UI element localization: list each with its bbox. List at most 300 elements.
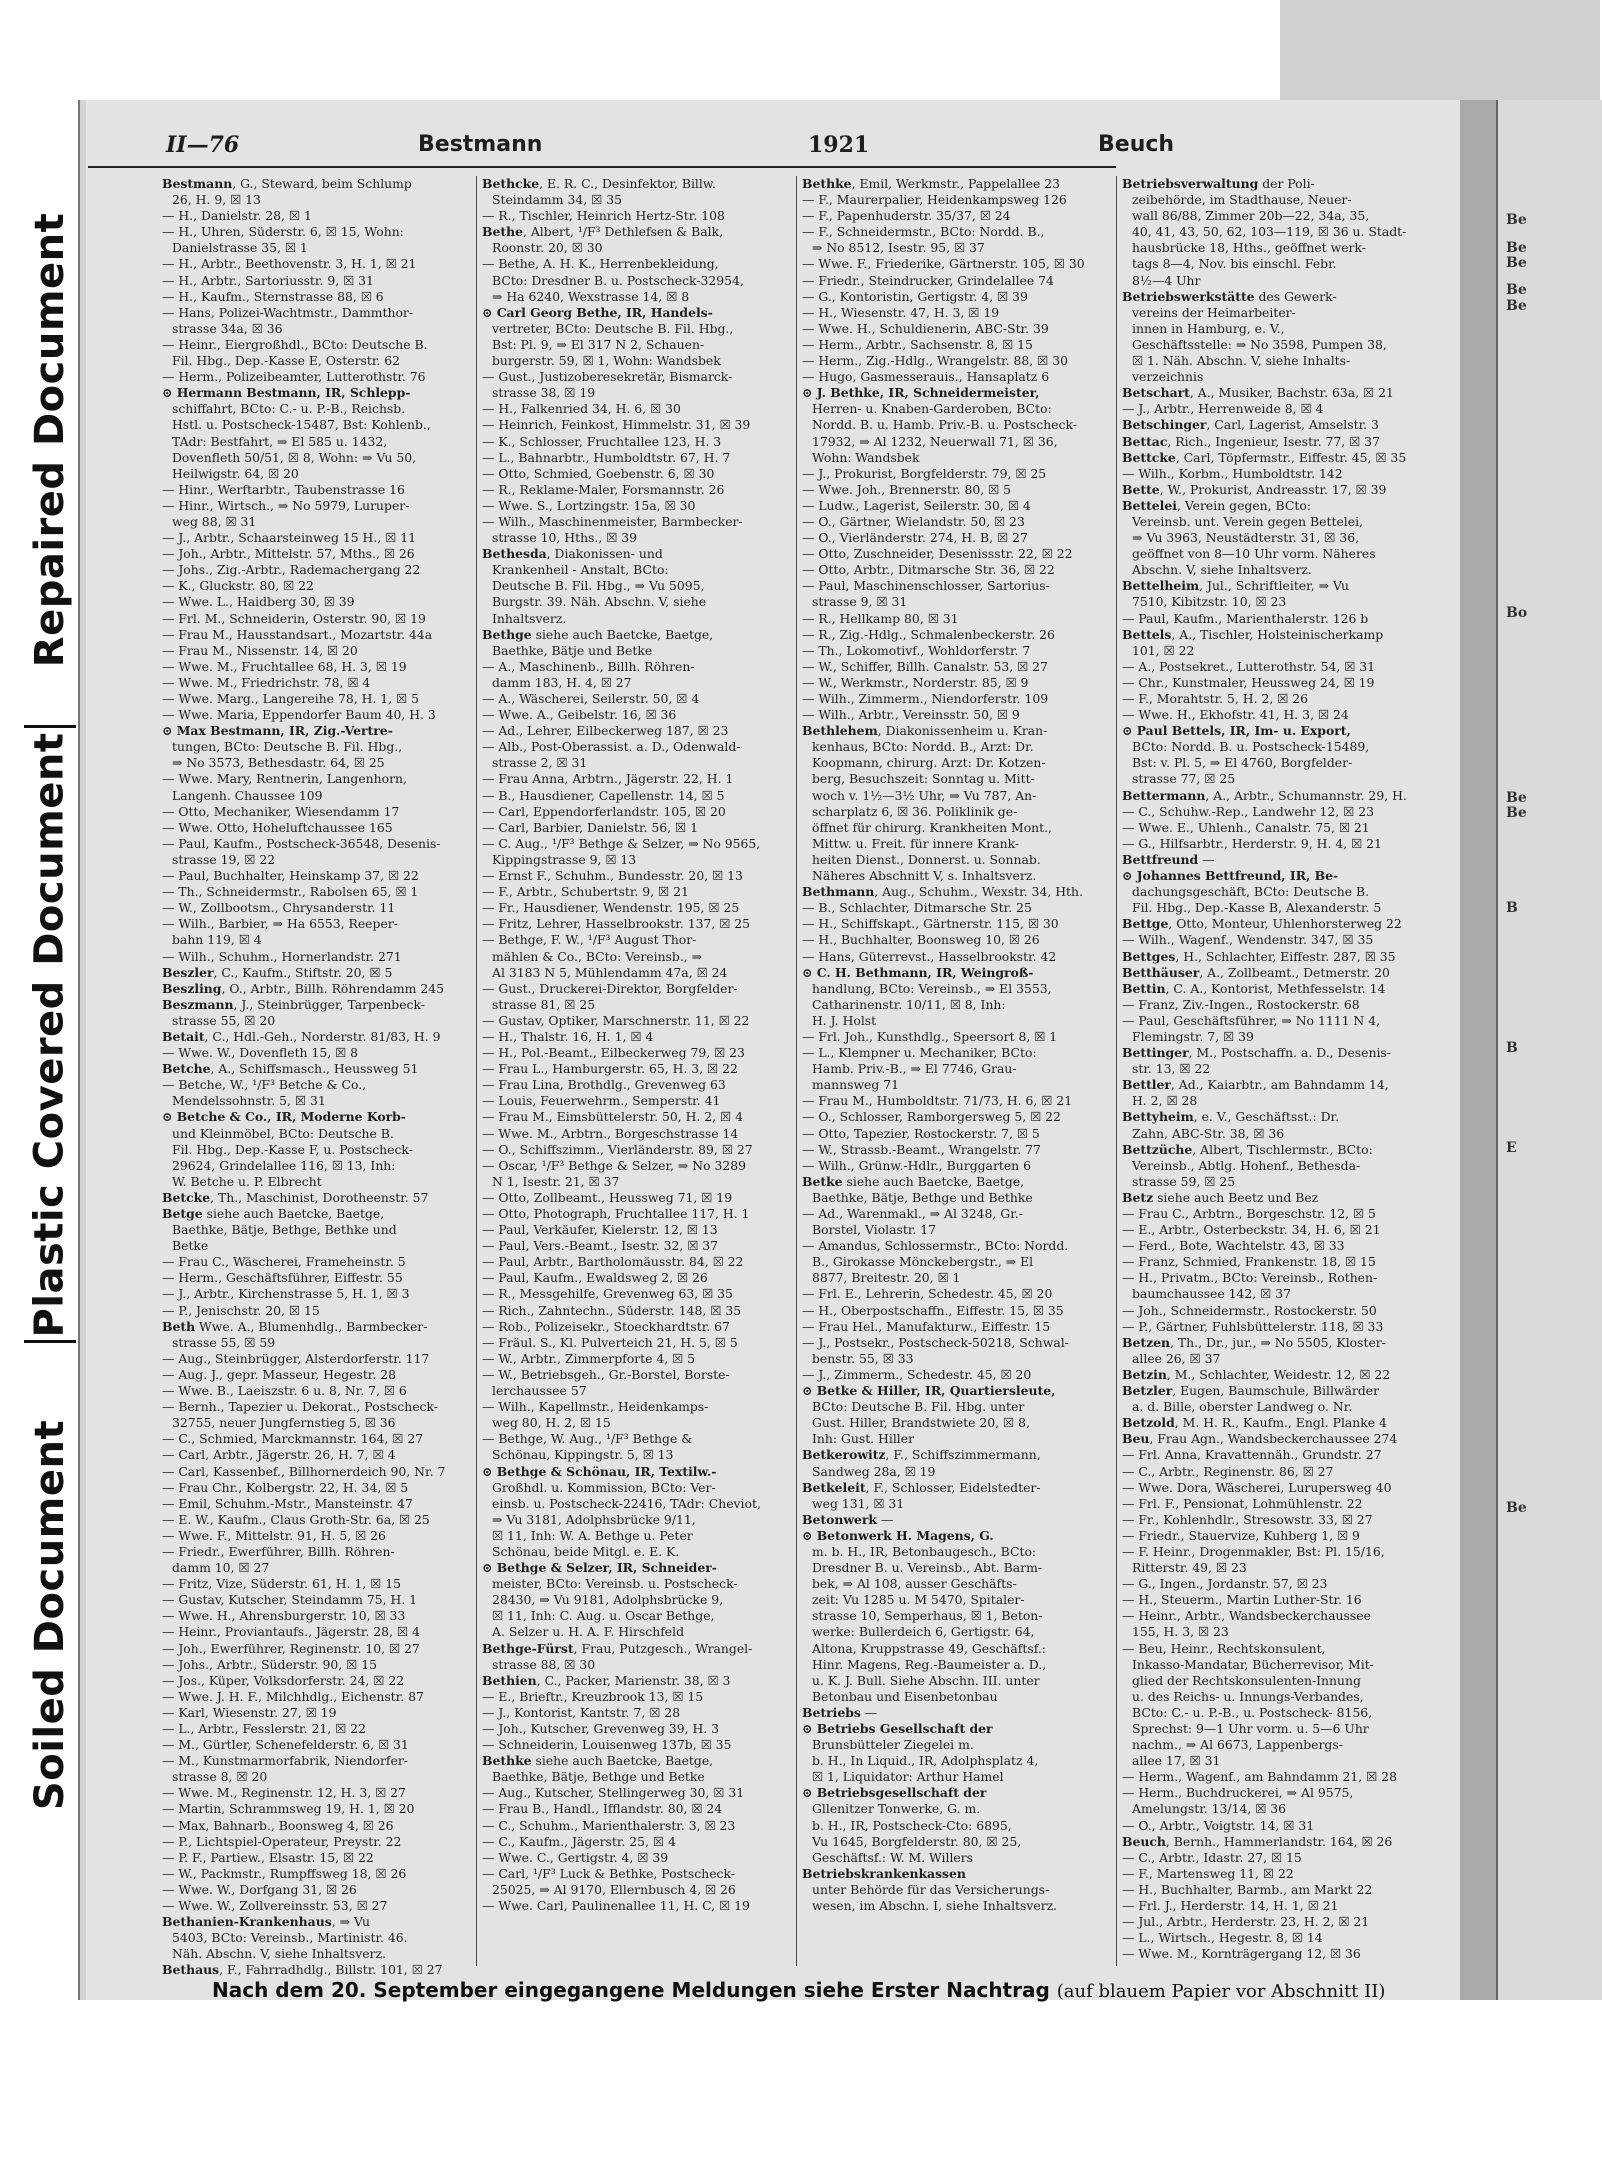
directory-entry: 26, H. 9, ☒ 13 [172,192,261,208]
directory-entry: — Paul, Geschäftsführer, ⇒ No 1111 N 4, [1122,1012,1381,1028]
directory-entry: — Frl. M., Schneiderin, Osterstr. 90, ☒ 19 [162,610,426,626]
directory-entry: Bethke, Emil, Werkmstr., Pappelallee 23 [802,176,1060,191]
directory-entry: — Emil, Schuhm.-Mstr., Mansteinstr. 47 [162,1495,413,1511]
directory-entry: — G., Hilfsarbtr., Herderstr. 9, H. 4, ☒ 21 [1122,835,1382,851]
directory-entry: strasse 34a, ☒ 36 [172,320,283,336]
directory-entry: — Aug., Steinbrügger, Alsterdorferstr. 117 [162,1350,430,1366]
directory-entry: — H., Oberpostschaffn., Eiffestr. 15, ☒ 35 [802,1302,1064,1318]
directory-entry: — L., Wirtsch., Hegestr. 8, ☒ 14 [1122,1930,1323,1946]
directory-entry: Bethmann, Aug., Schuhm., Wexstr. 34, Hth. [802,884,1083,900]
directory-entry: — Herm., Arbtr., Sachsenstr. 8, ☒ 15 [802,336,1033,352]
directory-entry: 8877, Breitestr. 20, ☒ 1 [812,1270,961,1286]
directory-entry: strasse 19, ☒ 22 [172,851,276,867]
directory-entry: — F., Martensweg 11, ☒ 22 [1122,1865,1294,1881]
directory-entry: — Fräul. S., Kl. Pulverteich 21, H. 5, ☒ 5 [482,1334,738,1350]
directory-entry: b. H., IR, Postscheck-Cto: 6895, [812,1817,1012,1833]
directory-entry: — Paul, Kaufm., Ewaldsweg 2, ☒ 26 [482,1270,708,1286]
directory-entry: Bettin, C. A., Kontorist, Methfesselstr. 14 [1122,980,1386,996]
supplement-notice-main: Nach dem 20. September eingegangene Meldungen siehe Erster Nachtrag [212,1978,1050,2002]
directory-entry: strasse 55, ☒ 59 [172,1334,276,1350]
directory-entry: — O., Arbtr., Voigtstr. 14, ☒ 31 [1122,1817,1315,1833]
plastic-covered-document-text: Plastic Covered Document [27,732,73,1338]
directory-entry: strasse 55, ☒ 20 [172,1012,276,1028]
supplement-notice-tail: (auf blauem Papier vor Abschnitt II) [1056,1981,1386,2002]
directory-entry: N 1, Isestr. 21, ☒ 37 [492,1173,620,1189]
directory-entry: Betzold, M. H. R., Kaufm., Engl. Planke 4 [1122,1415,1387,1431]
directory-entry: — Bethe, A. H. K., Herrenbekleidung, [482,256,719,272]
directory-entry: Bethge siehe auch Baetcke, Baetge, [482,626,714,642]
directory-entry: — Heinr., Eiergroßhdl., BCto: Deutsche B. [162,336,428,352]
soiled-document-text: Soiled Document [27,1419,73,1811]
directory-entry: Bethcke, E. R. C., Desinfektor, Billw. [482,176,716,191]
directory-entry: dachungsgeschäft, BCto: Deutsche B. [1132,884,1370,900]
directory-entry: — K., Gluckstr. 80, ☒ 22 [162,578,314,594]
directory-entry: — J., Arbtr., Schaarsteinweg 15 H., ☒ 11 [162,530,416,546]
directory-entry: strasse 81, ☒ 25 [492,996,596,1012]
directory-entry: — Wwe. Maria, Eppendorfer Baum 40, H. 3 [162,707,436,723]
directory-entry: ⊙ Betonwerk H. Magens, G. [802,1527,994,1543]
directory-entry: — P., Gärtner, Fuhlsbüttelerstr. 118, ☒ 33 [1122,1318,1384,1334]
directory-entry: Bethanien-Krankenhaus, ⇒ Vu [162,1914,371,1930]
header-last-entry: Beuch [1098,132,1175,157]
directory-entry: — Wwe. H., Ahrensburgerstr. 10, ☒ 33 [162,1608,406,1624]
directory-entry: — Wilh., Schuhm., Hornerlandstr. 271 [162,948,402,964]
directory-entry: lerchaussee 57 [492,1383,587,1399]
directory-entry: — Gust., Druckerei-Direktor, Borgfelder- [482,980,738,996]
directory-entry: Amelungstr. 13/14, ☒ 36 [1132,1801,1287,1817]
directory-entry: Bst: v. Pl. 5, ⇒ El 4760, Borgfelder- [1132,755,1353,771]
directory-entry: — Hinr., Wirtsch., ⇒ No 5979, Luruper- [162,497,410,513]
directory-entry: — G., Kontoristin, Gertigstr. 4, ☒ 39 [802,288,1028,304]
directory-entry: und Kleinmöbel, BCto: Deutsche B. [172,1125,394,1141]
directory-entry: Bst: Pl. 9, ⇒ El 317 N 2, Schauen- [492,336,705,352]
directory-entry: — H., Buchhalter, Barmb., am Markt 22 [1122,1881,1373,1897]
directory-entry: Geschäftsf.: W. M. Willers [812,1849,974,1865]
directory-entry: Betge siehe auch Baetcke, Baetge, [162,1206,385,1221]
directory-entry: Baethke, Bätje, Bethge, Bethke und [172,1222,397,1238]
directory-entry: — Bernh., Tapezier u. Dekorat., Postscheck- [162,1399,438,1415]
directory-entry: — Wwe. F., Mittelstr. 91, H. 5, ☒ 26 [162,1527,386,1543]
directory-entry: wall 86/88, Zimmer 20b—22, 34a, 35, [1132,208,1370,224]
directory-entry: — R., Hellkamp 80, ☒ 31 [802,610,959,626]
directory-entry: strasse 88, ☒ 30 [492,1656,596,1672]
directory-entry: allee 17, ☒ 31 [1132,1753,1221,1769]
directory-entry: 29624, Grindelallee 116, ☒ 13, Inh: [172,1157,396,1173]
directory-entry: — Wwe. J. H. F., Milchhdlg., Eichenstr. 87 [162,1688,424,1704]
directory-entry: — Th., Schneidermstr., Rabolsen 65, ☒ 1 [162,884,419,900]
side-label-strip [20,160,80,1880]
adjacent-page-fragment: Be [1506,805,1527,821]
directory-entry: — J., Postsekr., Postscheck-50218, Schwal- [802,1334,1069,1350]
scan-background [1280,0,1600,100]
directory-entry: — J., Arbtr., Kirchenstrasse 5, H. 1, ☒ 3 [162,1286,410,1302]
directory-entry: Koopmann, chirurg. Arzt: Dr. Kotzen- [812,755,1046,771]
directory-entry: Steindamm 34, ☒ 35 [492,192,622,208]
directory-entry: — Ad., Lehrer, Eilbeckerweg 187, ☒ 23 [482,723,729,739]
directory-entry: — F., Maurerpalier, Heidenkampsweg 126 [802,192,1067,208]
directory-entry: Bethesda, Diakonissen- und [482,546,663,562]
directory-entry: ⇒ Vu 3963, Neustädterstr. 31, ☒ 36, [1132,530,1360,546]
directory-entry: — Herm., Polizeibeamter, Lutterothstr. 76 [162,369,426,385]
directory-entry: Baethke, Bätje und Betke [492,642,653,658]
directory-entry: Betzen, Th., Dr., jur., ⇒ No 5505, Kloster- [1122,1334,1386,1350]
directory-entry: — C. Aug., ¹/F³ Bethge & Selzer, ⇒ No 9565, [482,835,761,851]
directory-entry: — C., Kaufm., Jägerstr. 25, ☒ 4 [482,1833,676,1849]
label-divider [24,725,76,728]
adjacent-page-fragment: E [1506,1140,1517,1156]
directory-entry: Betke [172,1238,209,1254]
directory-entry: — Paul, Vers.-Beamt., Isestr. 32, ☒ 37 [482,1238,719,1254]
directory-entry: weg 80, H. 2, ☒ 15 [492,1415,611,1431]
directory-entry: 40, 41, 43, 50, 62, 103—119, ☒ 36 u. Stadt- [1132,224,1407,240]
directory-entry: einsb. u. Postscheck-22416, TAdr: Cheviot, [492,1495,761,1511]
directory-entry: — J., Prokurist, Borgfelderstr. 79, ☒ 25 [802,465,1047,481]
directory-entry: ⊙ Bethge & Schönau, IR, Textilw.- [482,1463,717,1479]
directory-entry: Schönau, beide Mitgl. e. E. K. [492,1543,680,1559]
directory-entry: — Paul, Kaufm., Postscheck-36548, Desenis- [162,835,441,851]
directory-entry: Näheres Abschnitt V, s. Inhaltsverz. [812,868,1037,884]
directory-entry: — Frau B., Handl., Ifflandstr. 80, ☒ 24 [482,1801,723,1817]
directory-entry: — Carl, Barbier, Danielstr. 56, ☒ 1 [482,819,698,835]
directory-entry: ⊙ C. H. Bethmann, IR, Weingroß- [802,964,1034,980]
adjacent-page-fragment: Be [1506,240,1527,256]
directory-entry: Vereinsb. unt. Verein gegen Bettelei, [1132,513,1363,529]
directory-entry: woch v. 1½—3½ Uhr, ⇒ Vu 787, An- [812,787,1037,803]
directory-entry: W. Betche u. P. Elbrecht [172,1173,322,1189]
directory-entry: Schönau, Kippingstr. 5, ☒ 13 [492,1447,674,1463]
adjacent-page-fragment: Be [1506,298,1527,314]
directory-entry: — J., Arbtr., Herrenweide 8, ☒ 4 [1122,401,1324,417]
adjacent-page-fragment: Be [1506,1500,1527,1516]
directory-entry: — Herm., Geschäftsführer, Eiffestr. 55 [162,1270,403,1286]
directory-entry: — Wwe. H., Schuldienerin, ABC-Str. 39 [802,320,1049,336]
directory-entry: Hinr. Magens, Reg.-Baumeister a. D., [812,1656,1047,1672]
directory-entry: — Wwe. M., Fruchtallee 68, H. 3, ☒ 19 [162,658,407,674]
directory-entry: Langenh. Chaussee 109 [172,787,323,803]
header-year: 1921 [808,132,870,158]
directory-entry: — Wwe. Otto, Hoheluftchaussee 165 [162,819,393,835]
directory-entry: Beszling, O., Arbtr., Billh. Röhrendamm 245 [162,980,445,996]
directory-entry: Sandweg 28a, ☒ 19 [812,1463,936,1479]
directory-entry: — R., Zig.-Hdlg., Schmalenbeckerstr. 26 [802,626,1055,642]
directory-entry: — A., Postsekret., Lutterothstr. 54, ☒ 31 [1122,658,1376,674]
directory-entry: innen in Hamburg, e. V., [1132,320,1285,336]
directory-entry: — R., Messgehilfe, Grevenweg 63, ☒ 35 [482,1286,733,1302]
directory-entry: — Joh., Ewerführer, Reginenstr. 10, ☒ 27 [162,1640,420,1656]
directory-entry: — H., Wiesenstr. 47, H. 3, ☒ 19 [802,304,1000,320]
directory-entry: Borstel, Violastr. 17 [812,1222,937,1238]
directory-entry: Betzler, Eugen, Baumschule, Billwärder [1122,1383,1380,1399]
directory-entry: baumchaussee 142, ☒ 37 [1132,1286,1291,1302]
directory-entry: Bette, W., Prokurist, Andreasstr. 17, ☒ 39 [1122,481,1387,497]
directory-entry: — Th., Lokomotivf., Wohldorferstr. 7 [802,642,1031,658]
directory-entry: kenhaus, BCto: Nordd. B., Arzt: Dr. [812,739,1034,755]
directory-entry: — Ernst F., Schuhm., Bundesstr. 20, ☒ 13 [482,868,743,884]
directory-entry: Fil. Hbg., Dep.-Kasse E, Osterstr. 62 [172,353,401,369]
directory-entry: bek, ⇒ Al 108, ausser Geschäfts- [812,1576,1017,1592]
directory-entry: — Hugo, Gasmesserauis., Hansaplatz 6 [802,369,1050,385]
directory-entry: 155, H. 3, ☒ 23 [1132,1624,1229,1640]
directory-entry: — Jul., Arbtr., Herderstr. 23, H. 2, ☒ 21 [1122,1914,1370,1930]
directory-entry: — Hinr., Werftarbtr., Taubenstrasse 16 [162,481,405,497]
directory-entry: — Betche, W., ¹/F³ Betche & Co., [162,1077,367,1093]
directory-entry: Geschäftsstelle: ⇒ No 3598, Pumpen 38, [1132,336,1387,352]
directory-entry: — C., Schuhw.-Rep., Landwehr 12, ☒ 23 [1122,803,1374,819]
directory-entry: — F., Arbtr., Schubertstr. 9, ☒ 21 [482,884,689,900]
supplement-notice [212,1978,1386,2002]
directory-entry: burgerstr. 59, ☒ 1, Wohn: Wandsbek [492,353,721,369]
directory-entry: Fil. Hbg., Dep.-Kasse F, u. Postscheck- [172,1141,413,1157]
directory-entry: Bethaus, F., Fahrradhdlg., Billstr. 101, ☒ 27 [162,1962,443,1978]
directory-entry: — Wilh., Zimmerm., Niendorferstr. 109 [802,691,1049,706]
directory-entry: Beth Wwe. A., Blumenhdlg., Barmbecker- [162,1318,428,1334]
directory-entry: — Aug. J., gepr. Masseur, Hegestr. 28 [162,1366,397,1382]
directory-entry: a. d. Bille, oberster Landweg o. Nr. [1132,1399,1353,1415]
directory-entry: — Frau Anna, Arbtrn., Jägerstr. 22, H. 1 [482,771,734,787]
directory-entry: Krankenheil - Anstalt, BCto: [492,562,669,578]
directory-entry: — Friedr., Ewerführer, Billh. Röhren- [162,1543,395,1559]
directory-entry: H. 2, ☒ 28 [1132,1093,1198,1109]
directory-entry: — Gustav, Optiker, Marschnerstr. 11, ☒ 22 [482,1012,750,1028]
directory-entry: zeibehörde, im Stadthause, Neuer- [1132,192,1352,208]
directory-entry: — Joh., Arbtr., Mittelstr. 57, Mths., ☒ 26 [162,546,415,562]
directory-entry: — Frau C., Wäscherei, Frameheinstr. 5 [162,1254,406,1270]
directory-entry: Bettinger, M., Postschaffn. a. D., Desenis- [1122,1045,1391,1061]
directory-entry: — Joh., Schneidermstr., Rostockerstr. 50 [1122,1302,1377,1318]
directory-entry: glied der Rechtskonsulenten-Innung [1132,1672,1361,1688]
directory-entry: — Wwe. M., Friedrichstr. 78, ☒ 4 [162,674,371,690]
directory-entry: Bettcke, Carl, Töpfermstr., Eiffestr. 45, ☒ 35 [1122,449,1407,465]
directory-entry: — E., Arbtr., Osterbeckstr. 34, H. 6, ☒ 21 [1122,1222,1381,1238]
directory-entry: Bethlehem, Diakonissenheim u. Kran- [802,723,1048,739]
directory-entry: — Wwe. Carl, Paulinenallee 11, H. C, ☒ 19 [482,1898,750,1914]
directory-entry: tags 8—4, Nov. bis einschl. Febr. [1132,256,1337,272]
directory-entry: — H., Schiffskapt., Gärtnerstr. 115, ☒ 30 [802,916,1059,932]
directory-entry: Kippingstrasse 9, ☒ 13 [492,851,637,867]
directory-entry: handlung, BCto: Vereinsb., ⇒ El 3553, [812,980,1052,996]
directory-entry: — Friedr., Steindrucker, Grindelallee 74 [802,272,1054,288]
directory-entry: — Otto, Zuschneider, Desenissstr. 22, ☒ 22 [802,546,1073,562]
directory-entry: Inhaltsverz. [492,610,567,626]
directory-entry: — Wwe. E., Uhlenh., Canalstr. 75, ☒ 21 [1122,819,1370,835]
directory-entry: — Karl, Wiesenstr. 27, ☒ 19 [162,1704,337,1720]
directory-entry: Betkerowitz, F., Schiffszimmermann, [802,1447,1041,1463]
directory-entry: — Wilh., Arbtr., Vereinsstr. 50, ☒ 9 [802,707,1020,723]
directory-entry: ☒ 1, Liquidator: Arthur Hamel [812,1769,1004,1785]
directory-entry: Bettelheim, Jul., Schriftleiter, ⇒ Vu [1122,578,1350,594]
directory-entry: ⊙ Johannes Bettfreund, IR, Be- [1122,868,1339,884]
directory-entry: — Wwe. Mary, Rentnerin, Langenhorn, [162,771,407,787]
directory-entry: — Paul, Arbtr., Bartholomäusstr. 84, ☒ 22 [482,1254,744,1270]
directory-entry: 7510, Kibitzstr. 10, ☒ 23 [1132,594,1287,610]
directory-entry: — Wwe. M., Arbtrn., Borgeschstrasse 14 [482,1125,739,1141]
directory-entry: — Wilh., Maschinenmeister, Barmbecker- [482,513,743,529]
directory-entry: — Frl. J., Herderstr. 14, H. 1, ☒ 21 [1122,1898,1339,1914]
directory-entry: — F., Schneidermstr., BCto: Nordd. B., [802,224,1045,240]
directory-entry: — Wilh., Korbm., Humboldtstr. 142 [1122,465,1343,481]
directory-entry: Bettfreund — [1122,851,1215,867]
directory-entry: — Wilh., Barbier, ⇒ Ha 6553, Reeper- [162,916,398,932]
header-first-entry: Bestmann [418,132,543,157]
directory-entry: — Heinrich, Feinkost, Himmelstr. 31, ☒ 39 [482,417,751,433]
directory-entry: Betcke, Th., Maschinist, Dorotheenstr. 57 [162,1189,429,1205]
directory-entry: strasse 77, ☒ 25 [1132,771,1236,787]
directory-entry: Deutsche B. Fil. Hbg., ⇒ Vu 5095, [492,578,705,594]
directory-entry: — R., Reklame-Maler, Forsmannstr. 26 [482,481,725,497]
directory-entry: — Hans, Güterrevst., Hasselbrookstr. 42 [802,948,1057,964]
running-header [88,130,1175,168]
directory-entry: — W., Zollbootsm., Chrysanderstr. 11 [162,900,396,916]
directory-entry: — Wwe. H., Ekhofstr. 41, H. 3, ☒ 24 [1122,707,1349,723]
directory-entry: — Wwe. L., Haidberg 30, ☒ 39 [162,594,355,610]
column-rule [1116,176,1117,1966]
directory-entry: m. b. H., IR, Betonbaugesch., BCto: [812,1543,1037,1559]
directory-entry: Flemingstr. 7, ☒ 39 [1132,1028,1254,1044]
directory-entry: — O., Gärtner, Wielandstr. 50, ☒ 23 [802,513,1025,529]
directory-entry: — B., Schlachter, Ditmarsche Str. 25 [802,900,1032,916]
directory-entry: nachm., ⇒ Al 6673, Lappenbergs- [1132,1737,1343,1753]
directory-entry: — Wwe. C., Gertigstr. 4, ☒ 39 [482,1849,669,1865]
directory-entry: 5403, BCto: Vereinsb., Martinistr. 46. [172,1930,408,1946]
adjacent-page [1496,100,1602,2000]
directory-entry: Baethke, Bätje, Bethge und Bethke [812,1189,1033,1205]
directory-entry: — Herm., Zig.-Hdlg., Wrangelstr. 88, ☒ 30 [802,353,1068,369]
directory-entry: BCto: Deutsche B. Fil. Hbg. unter [812,1399,1025,1415]
directory-column-1 [162,176,478,1978]
directory-entry: Bettels, A., Tischler, Holsteinischerkamp [1122,626,1384,642]
directory-entry: — H., Danielstr. 28, ☒ 1 [162,208,312,224]
directory-entry: — Wilh., Grünw.-Hdlr., Burggarten 6 [802,1157,1031,1173]
directory-entry: strasse 59, ☒ 25 [1132,1173,1236,1189]
directory-entry: — K., Schlosser, Fruchtallee 123, H. 3 [482,433,722,449]
directory-entry: — Heinr., Arbtr., Wandsbeckerchaussee [1122,1608,1371,1624]
directory-entry: Abschn. V, siehe Inhaltsverz. [1132,562,1312,578]
directory-entry: Näh. Abschn. V, siehe Inhaltsverz. [172,1946,386,1962]
directory-entry: Inh: Gust. Hiller [812,1431,915,1447]
directory-entry: — Wwe. W., Zollvereinsstr. 53, ☒ 27 [162,1898,388,1914]
directory-entry: heiten Dienst., Donnerst. u. Sonnab. [812,851,1041,867]
directory-entry: Dovenfleth 50/51, ☒ 8, Wohn: ⇒ Vu 50, [172,449,417,465]
adjacent-page-fragment: Be [1506,255,1527,271]
directory-entry: — Carl, Eppendorferlandstr. 105, ☒ 20 [482,803,726,819]
directory-entry: Bethien, C., Packer, Marienstr. 38, ☒ 3 [482,1672,731,1688]
directory-entry: — Frl. E., Lehrerin, Schedestr. 45, ☒ 20 [802,1286,1053,1302]
directory-entry: Betschart, A., Musiker, Bachstr. 63a, ☒ 21 [1122,385,1394,401]
directory-entry: — Wwe. Joh., Brennerstr. 80, ☒ 5 [802,481,1012,497]
directory-entry: — O., Schiffszimm., Vierländerstr. 89, ☒ 27 [482,1141,753,1157]
directory-entry: Heilwigstr. 64, ☒ 20 [172,465,299,481]
directory-entry: ⇒ No 3573, Bethesdastr. 64, ☒ 25 [172,755,385,771]
directory-entry: — Carl, Kassenbef., Billhornerdeich 90, Nr. 7 [162,1463,446,1479]
directory-entry: — Otto, Tapezier, Rostockerstr. 7, ☒ 5 [802,1125,1040,1141]
directory-entry: hausbrücke 18, Hths., geöffnet werk- [1132,240,1366,256]
directory-entry: — Carl, Arbtr., Jägerstr. 26, H. 7, ☒ 4 [162,1447,396,1463]
directory-entry: Bestmann, G., Steward, beim Schlump [162,176,412,191]
directory-entry: Beszler, C., Kaufm., Stiftstr. 20, ☒ 5 [162,964,393,980]
directory-entry: Catharinenstr. 10/11, ☒ 8, Inh: [812,996,1006,1012]
directory-entry: Betke siehe auch Baetcke, Baetge, [802,1173,1025,1189]
label-divider [24,1340,76,1343]
directory-entry: bahn 119, ☒ 4 [172,932,262,948]
directory-entry: BCto: Nordd. B. u. Postscheck-15489, [1132,739,1370,755]
adjacent-page-fragment: B [1506,900,1518,916]
directory-entry: — Heinr., Proviantaufs., Jägerstr. 28, ☒ 4 [162,1624,420,1640]
directory-entry: weg 131, ☒ 31 [812,1495,905,1511]
plastic-covered-document-label [20,732,80,1338]
directory-entry: strasse 10, Hths., ☒ 39 [492,530,638,546]
directory-entry: Betonbau und Eisenbetonbau [812,1688,998,1704]
directory-entry: Baethke, Bätje, Bethge und Betke [492,1769,705,1785]
directory-entry: Mittw. u. Freit. für innere Krank- [812,835,1020,851]
directory-entry: Vereinsb., Abtlg. Hohenf., Bethesda- [1132,1157,1361,1173]
directory-entry: Beuch, Bernh., Hammerlandstr. 164, ☒ 26 [1122,1833,1393,1849]
directory-entry: Sprechst: 9—1 Uhr vorm. u. 5—6 Uhr [1132,1721,1369,1736]
directory-entry: scharplatz 6, ☒ 36. Poliklinik ge- [812,803,1018,819]
directory-entry: — Herm., Buchdruckerei, ⇒ Al 9575, [1122,1785,1354,1801]
directory-entry: — Paul, Maschinenschlosser, Sartorius- [802,578,1050,594]
directory-entry: damm 183, H. 4, ☒ 27 [492,674,632,690]
directory-entry: weg 88, ☒ 31 [172,513,257,529]
directory-entry: — Jos., Küper, Volksdorferstr. 24, ☒ 22 [162,1672,405,1688]
directory-entry: — Ludw., Lagerist, Seilerstr. 30, ☒ 4 [802,497,1031,513]
directory-column-2 [482,176,798,1966]
directory-entry: — A., Wäscherei, Seilerstr. 50, ☒ 4 [482,691,700,706]
directory-entry: — C., Arbtr., Idastr. 27, ☒ 15 [1122,1849,1302,1865]
directory-entry: — Bethge, W. Aug., ¹/F³ Bethge & [482,1431,693,1447]
directory-entry: Hstl. u. Postscheck-15487, Bst: Kohlenb., [172,417,431,433]
directory-entry: — Otto, Schmied, Goebenstr. 6, ☒ 30 [482,465,715,481]
directory-entry: strasse 9, ☒ 31 [812,594,908,610]
directory-entry: vereins der Heimarbeiter- [1132,304,1296,320]
directory-entry: — A., Maschinenb., Billh. Röhren- [482,658,695,674]
directory-entry: — B., Hausdiener, Capellenstr. 14, ☒ 5 [482,787,725,803]
directory-entry: ⊙ J. Bethke, IR, Schneidermeister, [802,385,1040,401]
directory-entry: — W., Werkmstr., Norderstr. 85, ☒ 9 [802,674,1029,690]
directory-entry: — Wwe. S., Lortzingstr. 15a, ☒ 30 [482,497,696,513]
directory-entry: — Frau M., Hausstandsart., Mozartstr. 44a [162,626,433,642]
directory-entry: — Oscar, ¹/F³ Bethge & Selzer, ⇒ No 3289 [482,1157,747,1173]
directory-entry: — Alb., Post-Oberassist. a. D., Odenwald- [482,739,741,755]
directory-entry: zeit: Vu 1285 u. M 5470, Spitaler- [812,1592,1025,1608]
directory-entry: Brunsbütteler Ziegelei m. [812,1737,974,1753]
directory-entry: — C., Schmied, Marckmannstr. 164, ☒ 27 [162,1431,424,1447]
directory-entry: ⇒ Vu 3181, Adolphsbrücke 9/11, [492,1511,696,1527]
directory-entry: Betriebswerkstätte des Gewerk- [1122,288,1337,304]
directory-entry: u. K. J. Bull. Siehe Abschn. III. unter [812,1672,1040,1688]
directory-entry: schiffahrt, BCto: C.- u. P.-B., Reichsb. [172,401,406,417]
directory-entry: — Frau L., Hamburgerstr. 65, H. 3, ☒ 22 [482,1061,738,1077]
directory-entry: — H., Falkenried 34, H. 6, ☒ 30 [482,401,681,417]
directory-entry: Betriebs — [802,1704,878,1720]
directory-entry: — Frl. Joh., Kunsthdlg., Speersort 8, ☒ 1 [802,1028,1058,1044]
directory-entry: — Johs., Arbtr., Süderstr. 90, ☒ 15 [162,1656,377,1672]
column-rule [476,176,477,1966]
adjacent-page-fragment: B [1506,1040,1518,1056]
directory-entry: — M., Kunstmarmorfabrik, Niendorfer- [162,1753,408,1769]
directory-entry: ⊙ Hermann Bestmann, IR, Schlepp- [162,385,411,401]
directory-entry: Vu 1645, Borgfelderstr. 80, ☒ 25, [812,1833,1022,1849]
soiled-document-label [20,1350,80,1880]
directory-entry: Betait, C., Hdl.-Geh., Norderstr. 81/83, H. 9 [162,1028,441,1044]
directory-entry: — Carl, ¹/F³ Luck & Bethke, Postscheck- [482,1865,735,1881]
directory-entry: TAdr: Bestfahrt, ⇒ El 585 u. 1432, [172,433,388,449]
directory-entry: Hamb. Priv.-B., ⇒ El 7746, Grau- [812,1061,1017,1077]
directory-entry: Betzin, M., Schlachter, Weidestr. 12, ☒ 22 [1122,1366,1391,1382]
directory-entry: unter Behörde für das Versicherungs- [812,1881,1050,1897]
directory-entry: — Beu, Heinr., Rechtskonsulent, [1122,1640,1326,1656]
directory-entry: — L., Arbtr., Fesslerstr. 21, ☒ 22 [162,1721,366,1736]
directory-entry: Großhdl. u. Kommission, BCto: Ver- [492,1479,716,1495]
